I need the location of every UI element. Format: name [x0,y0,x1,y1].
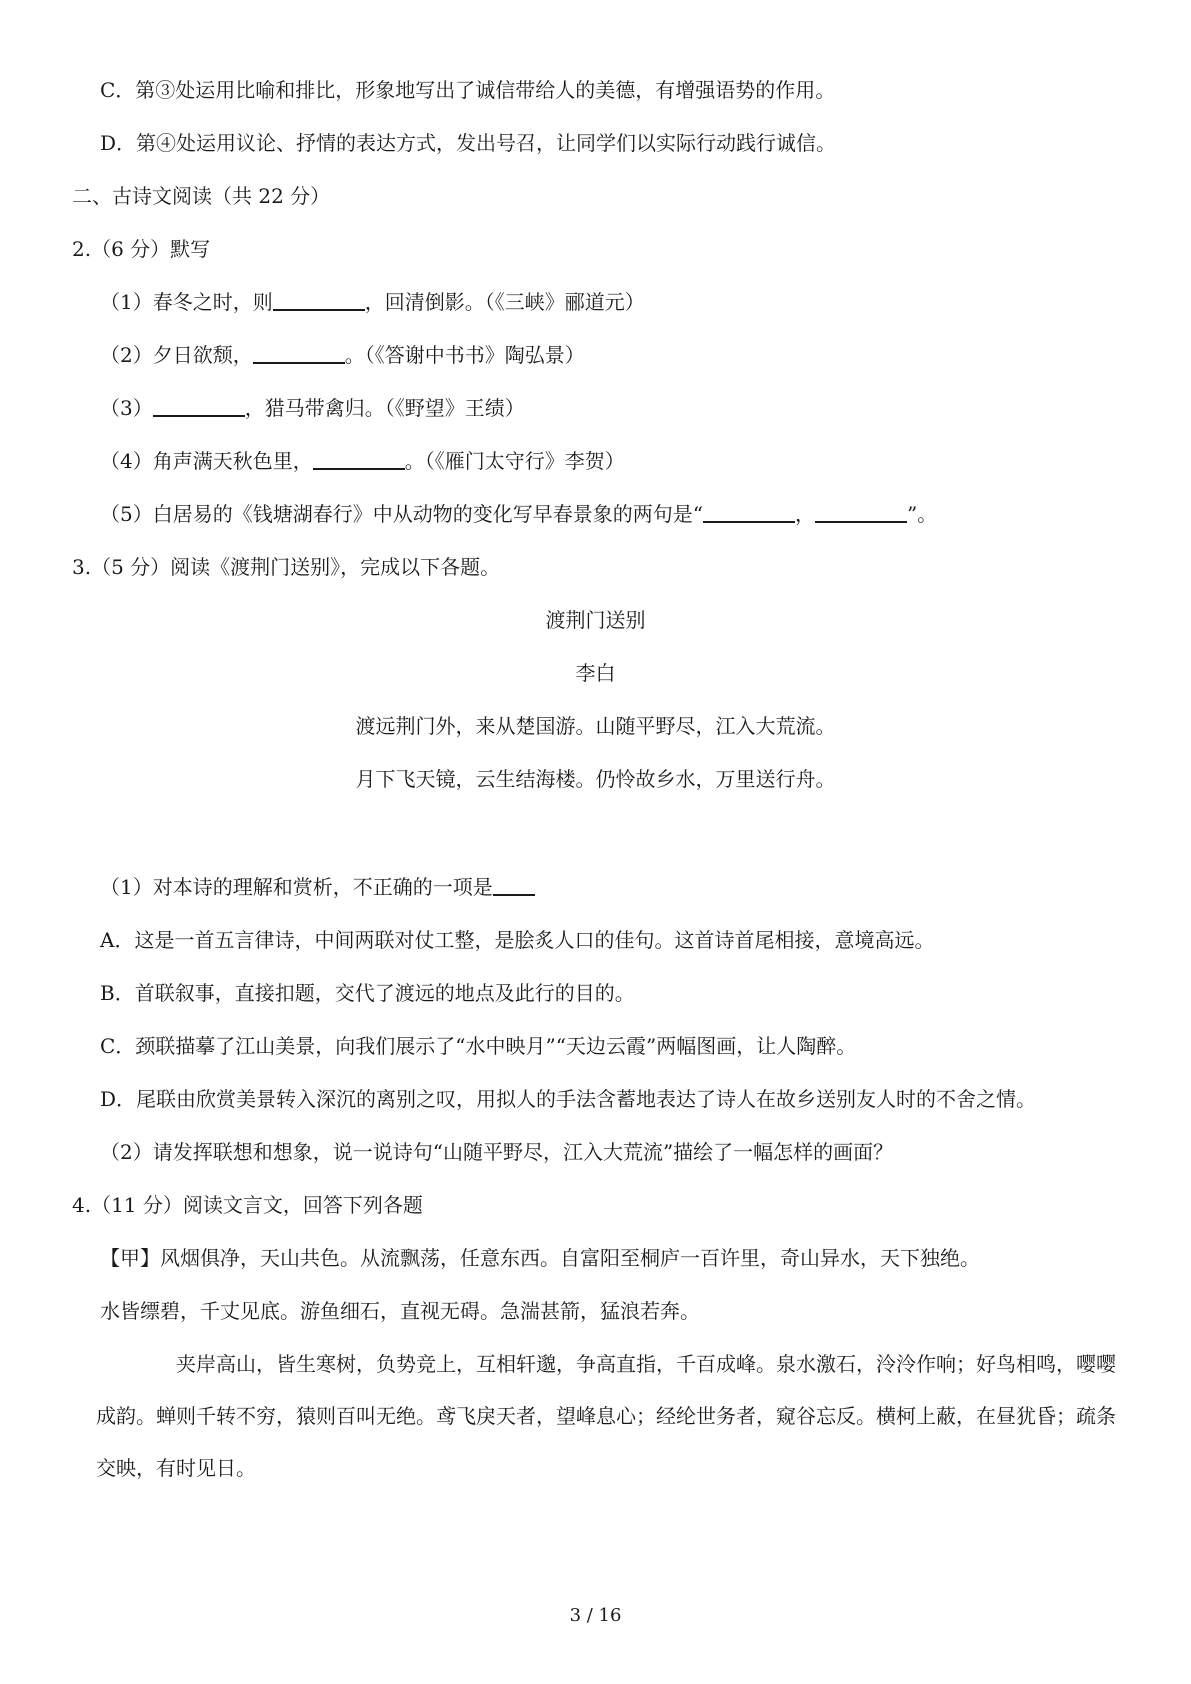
answer-blank [493,872,535,896]
question3-option-c: C．颈联描摹了江山美景，向我们展示了“水中映月”“天边云霞”两幅图画，让人陶醉。 [100,1034,857,1058]
question3-sub1 [100,872,535,902]
question2-item3 [100,393,525,423]
question3-option-a: A．这是一首五言律诗，中间两联对仗工整，是脍炙人口的佳句。这首诗首尾相接，意境高远。 [100,928,935,952]
question2-item4 [100,446,625,476]
answer-blank [703,499,795,523]
item3-before: （3） [100,396,153,420]
page-number: 3 / 16 [569,1605,622,1626]
question3-sub2: （2）请发挥联想和想象，说一说诗句“山随平野尽，江入大荒流”描绘了一幅怎样的画面？ [100,1140,894,1164]
item3-after: ，猎马带禽归。（《野望》王绩） [244,396,525,420]
poem-line-1: 渡远荆门外，来从楚国游。山随平野尽，江入大荒流。 [355,714,836,738]
poem-author: 李白 [575,661,616,685]
answer-blank [815,499,907,523]
item1-before: （1）春冬之时，则 [100,290,273,314]
question1-option-c: C．第③处运用比喻和排比，形象地写出了诚信带给人的美德，有增强语势的作用。 [100,78,836,102]
passage-jia-line-1: 【甲】风烟俱净，天山共色。从流飘荡，任意东西。自富阳至桐庐一百许里，奇山异水，天下独绝。 [100,1246,980,1270]
poem-line-2: 月下飞天镜，云生结海楼。仍怜故乡水，万里送行舟。 [355,767,836,791]
sub1-text: （1）对本诗的理解和赏析，不正确的一项是 [100,875,493,899]
item1-after: ，回清倒影。（《三峡》郦道元） [364,290,645,314]
question2-item2 [100,340,585,370]
answer-blank [153,393,245,417]
item2-before: （2）夕日欲颓， [100,343,253,367]
question4-title: 4.（11 分）阅读文言文，回答下列各题 [72,1193,423,1217]
question3-option-b: B．首联叙事，直接扣题，交代了渡远的地点及此行的目的。 [100,981,635,1005]
passage-jia-paragraph: 夹岸高山，皆生寒树，负势竞上，互相轩邈，争高直指，千百成峰。泉水激石，泠泠作响；好鸟相鸣，嘤嘤成韵。蝉则千转不穷，猿则百叫无绝。鸢飞戾天者，望峰息心；经纶世务者，窥谷忘反。横柯上蔽，在昼犹昏；疏条交映，有时见日。 [96,1352,1116,1480]
question2-item1 [100,287,645,317]
question1-option-d: D．第④处运用议论、抒情的表达方式，发出号召，让同学们以实际行动践行诚信。 [100,131,837,155]
item5-after: ”。 [906,502,938,526]
poem-title: 渡荆门送别 [545,608,646,632]
question2-title: 2.（6 分）默写 [72,237,211,261]
answer-blank [313,446,405,470]
item4-before: （4）角声满天秋色里， [100,449,313,473]
question3-option-d: D．尾联由欣赏美景转入深沉的离别之叹，用拟人的手法含蓄地表达了诗人在故乡送别友人时的不舍之情。 [100,1087,1037,1111]
passage-jia-line-2: 水皆缥碧，千丈见底。游鱼细石，直视无碍。急湍甚箭，猛浪若奔。 [100,1299,700,1323]
answer-blank [273,287,365,311]
item5-before: （5）白居易的《钱塘湖春行》中从动物的变化写早春景象的两句是“ [100,502,703,526]
question2-item5 [100,499,937,529]
answer-blank [253,340,345,364]
section2-title: 二、古诗文阅读（共 22 分） [72,184,331,208]
item5-middle: ， [794,502,815,526]
question3-title: 3.（5 分）阅读《渡荆门送别》，完成以下各题。 [72,555,501,579]
item2-after: 。（《答谢中书书》陶弘景） [344,343,585,367]
item4-after: 。（《雁门太守行》李贺） [404,449,625,473]
